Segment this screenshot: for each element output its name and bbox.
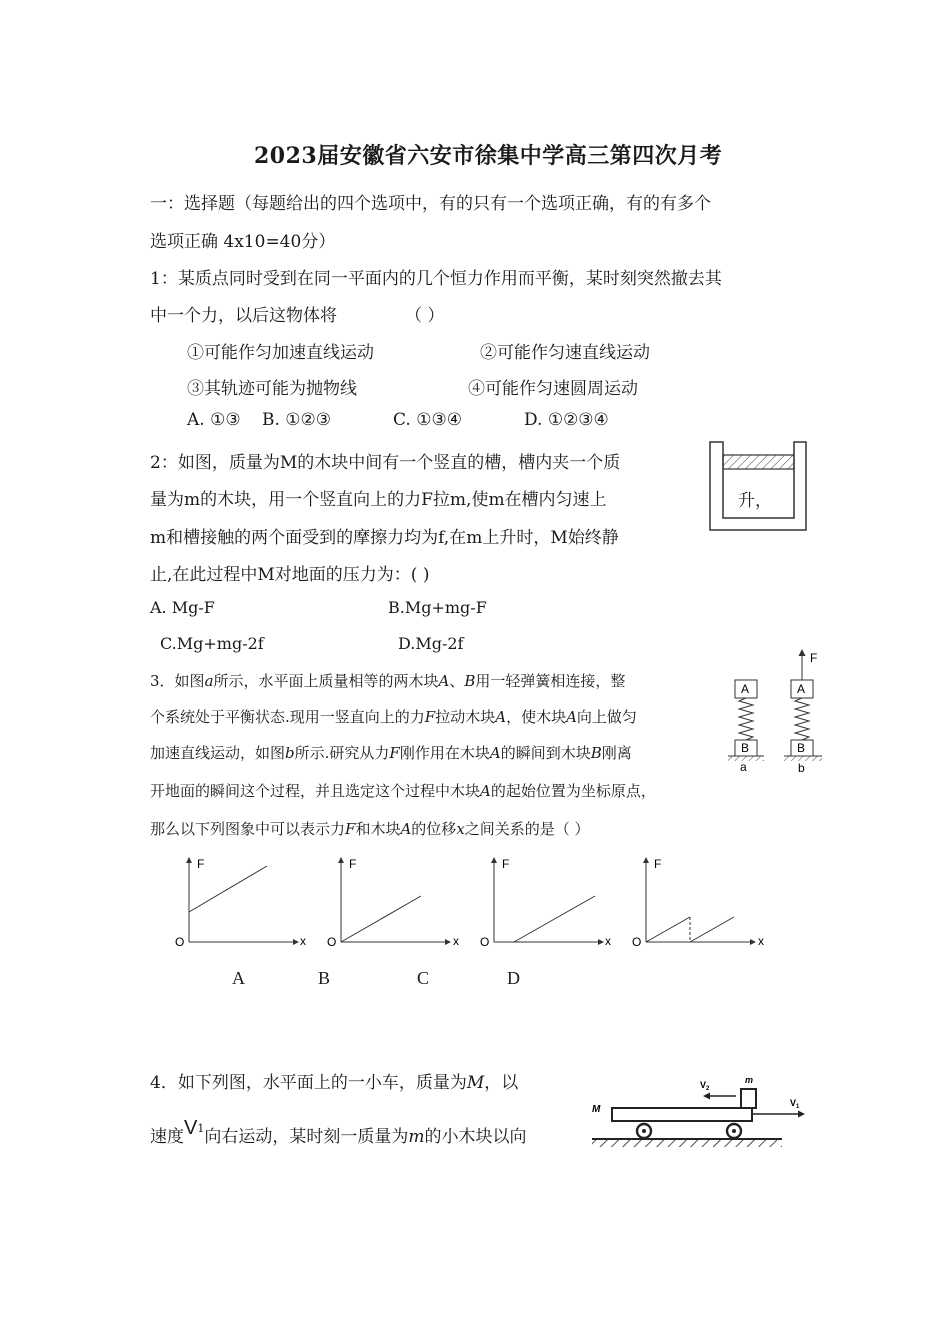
q2-stem-line2: 量为m的木块，用一个竖直向上的力F拉m,使m在槽内匀速上 — [150, 490, 607, 510]
q3-graph-c-line — [514, 896, 595, 942]
q3-fig-b-label-b: B — [797, 741, 806, 755]
q3-stem-line3: 加速直线运动，如图b所示.研究从力F刚作用在木块A的瞬间到木块B刚离 — [150, 744, 632, 762]
q4-stem-line1: 4．如下列图，水平面上的一小车，质量为M，以 — [150, 1073, 519, 1093]
svg-text:O: O — [632, 935, 642, 949]
q3-figure-b — [784, 649, 822, 775]
q1-statement-1: ①可能作匀加速直线运动 — [187, 343, 374, 363]
q2-option-c: C.Mg+mg-2f — [160, 634, 264, 653]
q4-small-block — [741, 1089, 756, 1108]
q1-choice-d: D. ①②③④ — [524, 410, 609, 430]
q3-graph-b-line — [341, 896, 421, 942]
q4-label-m: m — [745, 1075, 754, 1085]
q2-stem-line3: m和槽接触的两个面受到的摩擦力均为f,在m上升时，M始终静 — [150, 528, 619, 548]
q3-fig-b-force-label: F — [810, 651, 818, 665]
q1-stem-line2: 中一个力，以后这物体将 — [150, 306, 337, 326]
section-header-line2: 选项正确 4x10=40分） — [150, 232, 336, 252]
q3-stem-line5: 那么以下列图象中可以表示力F和木块A的位移x之间关系的是（ ） — [150, 820, 590, 838]
q3-graph-a — [175, 857, 306, 949]
q4-stem-line2: 速度$V^1$向右运动，某时刻一质量为m的小木块以向 — [150, 1117, 527, 1147]
q1-statement-2: ②可能作匀速直线运动 — [480, 343, 650, 363]
q3-graph-d-line-2 — [690, 917, 734, 942]
q4-label-v1: $V_1$ — [790, 1098, 800, 1110]
q2-small-block-m — [723, 455, 794, 469]
svg-text:F: F — [197, 857, 205, 871]
q3-graph-b — [327, 857, 459, 949]
q3-stem-line2: 个系统处于平衡状态.现用一竖直向上的力F拉动木块A，使木块A向上做匀 — [150, 708, 637, 726]
q3-option-label-c: C — [417, 968, 430, 988]
page-title: 2023届安徽省六安市徐集中学高三第四次月考 — [254, 143, 723, 169]
q3-graph-a-line — [189, 866, 267, 912]
svg-text:F: F — [502, 857, 510, 871]
q3-option-label-b: B — [318, 968, 331, 988]
q4-cart-figure — [586, 1070, 816, 1150]
q1-statement-4: ④可能作匀速圆周运动 — [468, 379, 638, 399]
q3-figure-a — [728, 680, 764, 774]
q1-answer-paren: （ ） — [405, 306, 445, 326]
q2-figure-overflow-text: 升， — [738, 491, 772, 511]
q3-graph-options — [170, 852, 780, 952]
q3-fig-b-label-a: A — [797, 682, 806, 696]
q1-choice-c: C. ①③④ — [393, 410, 462, 430]
svg-text:O: O — [480, 935, 490, 949]
q2-stem-line4: 止,在此过程中M对地面的压力为：( ) — [150, 565, 430, 585]
svg-text:x: x — [300, 934, 306, 948]
q1-stem-line1: 1：某质点同时受到在同一平面内的几个恒力作用而平衡，某时刻突然撤去其 — [150, 269, 722, 289]
section-header-line1: 一：选择题（每题给出的四个选项中，有的只有一个选项正确，有的有多个 — [150, 194, 711, 214]
svg-text:F: F — [349, 857, 357, 871]
q2-option-d: D.Mg-2f — [398, 634, 464, 653]
q3-stem-line4: 开地面的瞬间这个过程，并且选定这个过程中木块A的起始位置为坐标原点， — [150, 782, 656, 800]
q3-fig-b-caption: b — [798, 761, 805, 775]
q3-graph-c — [480, 857, 611, 949]
q2-option-b: B.Mg+mg-F — [388, 598, 487, 617]
q1-choice-b: B. ①②③ — [262, 410, 332, 430]
q3-option-label-d: D — [507, 968, 520, 988]
q3-graph-d — [632, 857, 764, 949]
svg-text:O: O — [175, 935, 185, 949]
q3-fig-a-caption: a — [740, 760, 747, 774]
q1-choice-a: A. ①③ — [187, 410, 241, 430]
q3-stem-line1: 3．如图a所示，水平面上质量相等的两木块A、B用一轻弹簧相连接，整 — [150, 672, 626, 690]
q1-statement-3: ③其轨迹可能为抛物线 — [187, 379, 357, 399]
q3-fig-a-label-a: A — [741, 682, 750, 696]
q2-stem-line1: 2：如图，质量为M的木块中间有一个竖直的槽，槽内夹一个质 — [150, 453, 621, 473]
svg-text:x: x — [758, 934, 764, 948]
q2-option-a: A. Mg-F — [150, 598, 215, 617]
q4-label-M: M — [592, 1104, 601, 1115]
svg-text:F: F — [654, 857, 662, 871]
svg-text:O: O — [327, 935, 337, 949]
svg-text:x: x — [453, 934, 459, 948]
q4-label-v2: $V_2$ — [700, 1080, 710, 1092]
q4-cart-body — [612, 1108, 752, 1121]
q3-spring-figures — [720, 648, 830, 776]
q3-option-label-a: A — [232, 968, 245, 988]
q3-graph-d-line-1 — [646, 917, 690, 942]
q3-fig-a-label-b: B — [741, 741, 750, 755]
svg-text:x: x — [605, 934, 611, 948]
